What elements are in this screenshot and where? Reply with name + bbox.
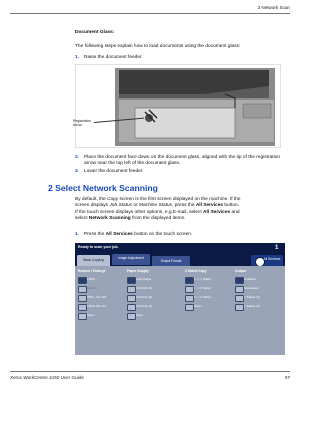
tab-image-adjustment[interactable]: Image Adjustment bbox=[112, 254, 150, 265]
selected-option-box bbox=[185, 277, 194, 284]
section-title: 2 Select Network Scanning bbox=[48, 183, 158, 193]
step-2-text: Place the document face down on the document glass, aligned with the tip of the registration arrow near the top left of the document glass. bbox=[84, 155, 280, 167]
two-sided-copy-option[interactable]: 1 -> 2 Sided bbox=[185, 285, 239, 292]
reduce-enlarge-option[interactable]: 100% bbox=[78, 276, 132, 283]
paragraph-line-2: screen displays Job Status or Machine Status, press the All Services button. bbox=[75, 203, 240, 209]
section-step-1-text: Press the All Services button on the touch screen. bbox=[84, 232, 193, 237]
option-box bbox=[185, 295, 194, 302]
option-box bbox=[235, 295, 244, 302]
option-box bbox=[78, 295, 87, 302]
two-sided-copy-option[interactable]: More... bbox=[185, 303, 239, 310]
paragraph-line-3: If the touch screen displays other options, e.g.E-mail, select All Services and bbox=[75, 209, 240, 215]
paragraph-line-4: select Network Scanning from the displayed items. bbox=[75, 215, 186, 221]
selected-option-box bbox=[127, 277, 136, 284]
option-box bbox=[78, 286, 87, 293]
all-services-label: All Services bbox=[263, 257, 281, 261]
footer-rule bbox=[10, 371, 290, 372]
paper-supply-option[interactable]: More... bbox=[127, 312, 186, 319]
page-number: 57 bbox=[284, 375, 290, 380]
option-box bbox=[127, 304, 136, 311]
reduce-enlarge-option[interactable]: More... bbox=[78, 312, 132, 319]
output-header: Output bbox=[235, 269, 247, 273]
touch-screen-figure bbox=[75, 243, 285, 355]
two-sided-copy-option[interactable]: 2 -> 2 Sided bbox=[185, 294, 239, 301]
reduce-enlarge-option[interactable]: 100% A5->A4 bbox=[78, 303, 132, 310]
option-box bbox=[235, 304, 244, 311]
option-box bbox=[78, 313, 87, 320]
option-box bbox=[185, 304, 194, 311]
paragraph-line-1: By default, the Copy screen is the first screen displayed on the machine. If the bbox=[75, 197, 241, 202]
running-header: 3 Network Scan bbox=[257, 5, 290, 10]
reduce-enlarge-option[interactable]: 25% - A4->A5 bbox=[78, 294, 132, 301]
reduce-enlarge-header: Reduce / Enlarge bbox=[78, 269, 106, 273]
output-option[interactable]: 1 Staple (2) bbox=[235, 303, 289, 310]
output-option[interactable]: 1 Staple (1) bbox=[235, 294, 289, 301]
option-box bbox=[185, 286, 194, 293]
option-box bbox=[127, 286, 136, 293]
section-step-1-number: 1. bbox=[75, 232, 80, 237]
doc-glass-heading: Document Glass: bbox=[75, 30, 115, 35]
output-option[interactable]: Collated bbox=[235, 276, 289, 283]
paper-supply-option[interactable]: Auto Paper bbox=[127, 276, 186, 283]
tab-output-format[interactable]: Output Format bbox=[152, 256, 190, 266]
option-box bbox=[127, 295, 136, 302]
doc-glass-intro: The following steps explain how to load documents using the document glass: bbox=[75, 44, 241, 49]
paper-supply-option[interactable]: 3 8.5x11 (3) bbox=[127, 303, 186, 310]
section-paragraph bbox=[75, 197, 290, 222]
selected-option-box bbox=[78, 277, 87, 284]
ready-message: Ready to scan your job. bbox=[78, 245, 119, 249]
paper-supply-option[interactable]: 2 8.5x11 (2) bbox=[127, 294, 186, 301]
option-box bbox=[127, 313, 136, 320]
selected-option-box bbox=[235, 277, 244, 284]
step-3-text: Lower the document feeder. bbox=[84, 169, 144, 174]
paper-supply-option[interactable]: 1 8.5x11 (1) bbox=[127, 285, 186, 292]
two-sided-copy-header: 2 Sided Copy bbox=[185, 269, 207, 273]
copy-count: 1 bbox=[275, 245, 279, 251]
step-1-text: Raise the document feeder. bbox=[84, 55, 143, 60]
option-box bbox=[78, 304, 87, 311]
paper-supply-header: Paper Supply bbox=[127, 269, 149, 273]
option-box bbox=[235, 286, 244, 293]
step-3-number: 3. bbox=[75, 169, 80, 174]
step-1-number: 1. bbox=[75, 55, 80, 60]
output-option[interactable]: Uncollated bbox=[235, 285, 289, 292]
two-sided-copy-option[interactable]: 1 -> 1 Sided bbox=[185, 276, 239, 283]
header-rule bbox=[10, 13, 290, 14]
registration-arrow-label: Registration Arrow bbox=[73, 119, 92, 127]
document-feeder-illustration bbox=[75, 64, 281, 148]
footer-guide-title: Xerox WorkCentre 4150 User Guide bbox=[10, 375, 84, 380]
tab-basic-copying[interactable]: Basic Copying bbox=[77, 255, 110, 266]
step-2-number: 2. bbox=[75, 155, 80, 160]
reduce-enlarge-option[interactable]: Auto % bbox=[78, 285, 132, 292]
document-glass-photo bbox=[75, 64, 281, 148]
